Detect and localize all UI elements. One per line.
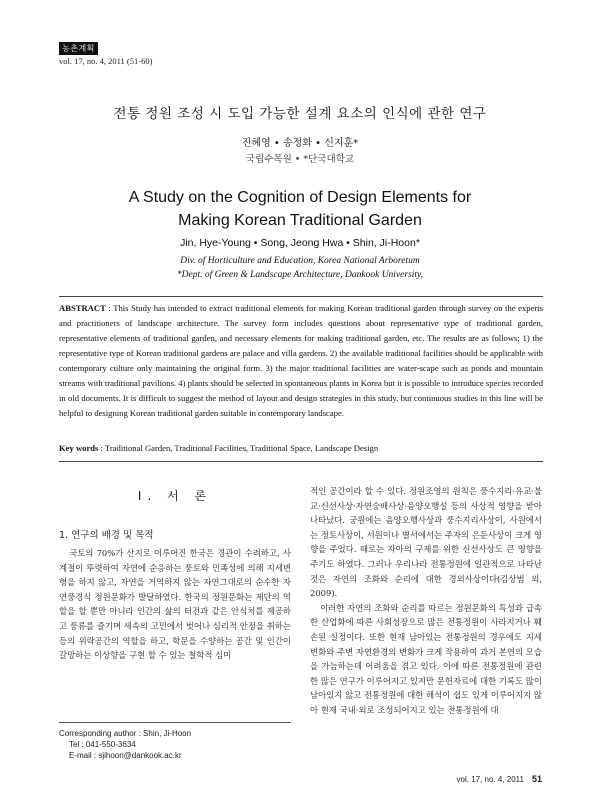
footer-volume: vol. 17, no. 4, 2011 (456, 775, 524, 784)
english-title (0, 186, 600, 232)
paragraph: 이러한 자연의 조화와 순리를 따르는 정원문화의 특성과 급속한 산업화에 따른 사회성장으로 많은 전통정원이 사라지거나 훼손된 실정이다. 또한 현재 남아있는 전통정원의 경우에도 지세 변화와 주변 자연환경의 변화가 크게 작용하여 과거 본연의 모습을 가늠하는데 어려움을 겪고 있다. 이에 따른 전통정원에 관련한 많은 연구가 이루어지고 있지만 문헌자료에 대한 기록도 많이 남아있지 않고 전통정원에 대한 해석이 쉽도 있게 이루어지지 않아 현재 국내·외로 조성되어지고 있는 전통정원에 대 (310, 602, 542, 715)
english-authors: Jin, Hye-Young • Song, Jeong Hwa • Shin, Ji-Hoon* (180, 237, 420, 249)
subsection-title: 1. 연구의 배경 및 목적 (59, 530, 154, 541)
footnote-rule (59, 722, 291, 723)
english-affiliations (0, 254, 600, 282)
corresponding-author-footnote (59, 728, 191, 761)
keywords-label: Key words (59, 443, 99, 453)
left-column (59, 546, 291, 663)
page-footer (457, 774, 542, 784)
abstract-text: : This Study has intended to extract traditional elements for making Korean traditional garden through survey on the experts and practitioners of landscape architecture. The survey form includes questions about representative type of traditional garden, representative elements of traditional garden, and necessary elements for making traditional garden, etc. The results are as follows; 1) the representative type of Korean traditional gardens are palace and villa gardens. 2) the available traditional facilities should be applicable with contemporary culture only maintaining the original form. 3) the major traditional facilities are water-scape such as ponds and mountain streams with traditional pavilions. 4) plants should be selected in spontaneous plants in Korea but it is possible to introduce species recorded in old documents. It is difficult to suggest the method of layout and design strategies in this study, but continuous studies in this line will be helpful to designing Korean traditional garden suitable in contemporary landscape. (59, 303, 543, 418)
section-title: I. 서 론 (137, 489, 213, 503)
page-number: 51 (531, 774, 542, 784)
english-title-line-1: A Study on the Cognition of Design Elements for (128, 189, 472, 206)
footnote-email: E-mail : sjihoon@dankook.ac.kr (69, 751, 182, 760)
english-title-line-2: Making Korean Traditional Garden (178, 212, 422, 229)
journal-badge: 농촌계획 (59, 42, 98, 55)
korean-affiliations: 국립수목원 • *단국대학교 (245, 154, 355, 165)
abstract-bottom-rule (59, 461, 543, 462)
footnote-author: Corresponding author : Shin, Ji-Hoon (59, 729, 192, 738)
abstract-label: ABSTRACT (59, 303, 106, 313)
korean-authors: 진혜영 • 송정화 • 신지훈* (241, 138, 359, 149)
footnote-tel: Tel : 041-550-3634 (69, 740, 136, 749)
volume-line: vol. 17, no. 4, 2011 (51-60) (59, 56, 153, 66)
paragraph: 국토의 70%가 산지로 이루어진 한국은 경관이 수려하고, 사계절이 뚜렷하여 자연에 순응하는 풍토와 민족성에 의해 지세변형을 하지 않고, 자연을 거역하지 않는 자연그대로의 순수한 자연풍경식 정원문화가 발달하였다. 한국의 정원문화는 제단의 역할을 할 뿐만 아니라 인간의 삶의 터전과 같은 안식처를 제공하고 풍류를 즐기며 세속의 고민에서 벗어나 심리적 안정을 취하는 등의 위락공간의 역할을 하고, 학문을 수양하는 공간 및 인간이 갈망하는 이상향을 구현 할 수 있는 철학적 심미 (59, 548, 291, 661)
right-column (310, 484, 542, 718)
abstract (59, 301, 543, 421)
keywords (59, 443, 543, 453)
paragraph: 적인 공간이라 할 수 있다. 정원조영의 원칙은 풍수지리·유교·불교·신선사상·자연숭배사상·음양오행설 등의 사상적 영향을 받아 나타났다. 궁원에는 음양오행사상과 풍수지리사상이, 사원에서는 정토사상이, 서원이나 별서에서는 주자의 은둔사상이 크게 영향을 주었다. 때로는 자아의 구제를 위한 신선사상도 큰 영향을 주기도 하였다. 그러나 우리나라 전통정원에 일관적으로 나타난 것은 자연의 조화와 순리에 대한 경외사상이다(김상범 외, 2009). (310, 486, 542, 599)
keywords-text: : Traditional Garden, Traditional Facilities, Traditional Space, Landscape Design (98, 443, 379, 453)
affiliation-2: *Dept. of Green & Landscape Architecture, Dankook University, (176, 270, 424, 280)
affiliation-1: Div. of Horticulture and Education, Korea National Arboretum (180, 256, 420, 266)
korean-title: 전통 정원 조성 시 도입 가능한 설계 요소의 인식에 관한 연구 (113, 106, 487, 122)
abstract-top-rule (59, 296, 543, 297)
